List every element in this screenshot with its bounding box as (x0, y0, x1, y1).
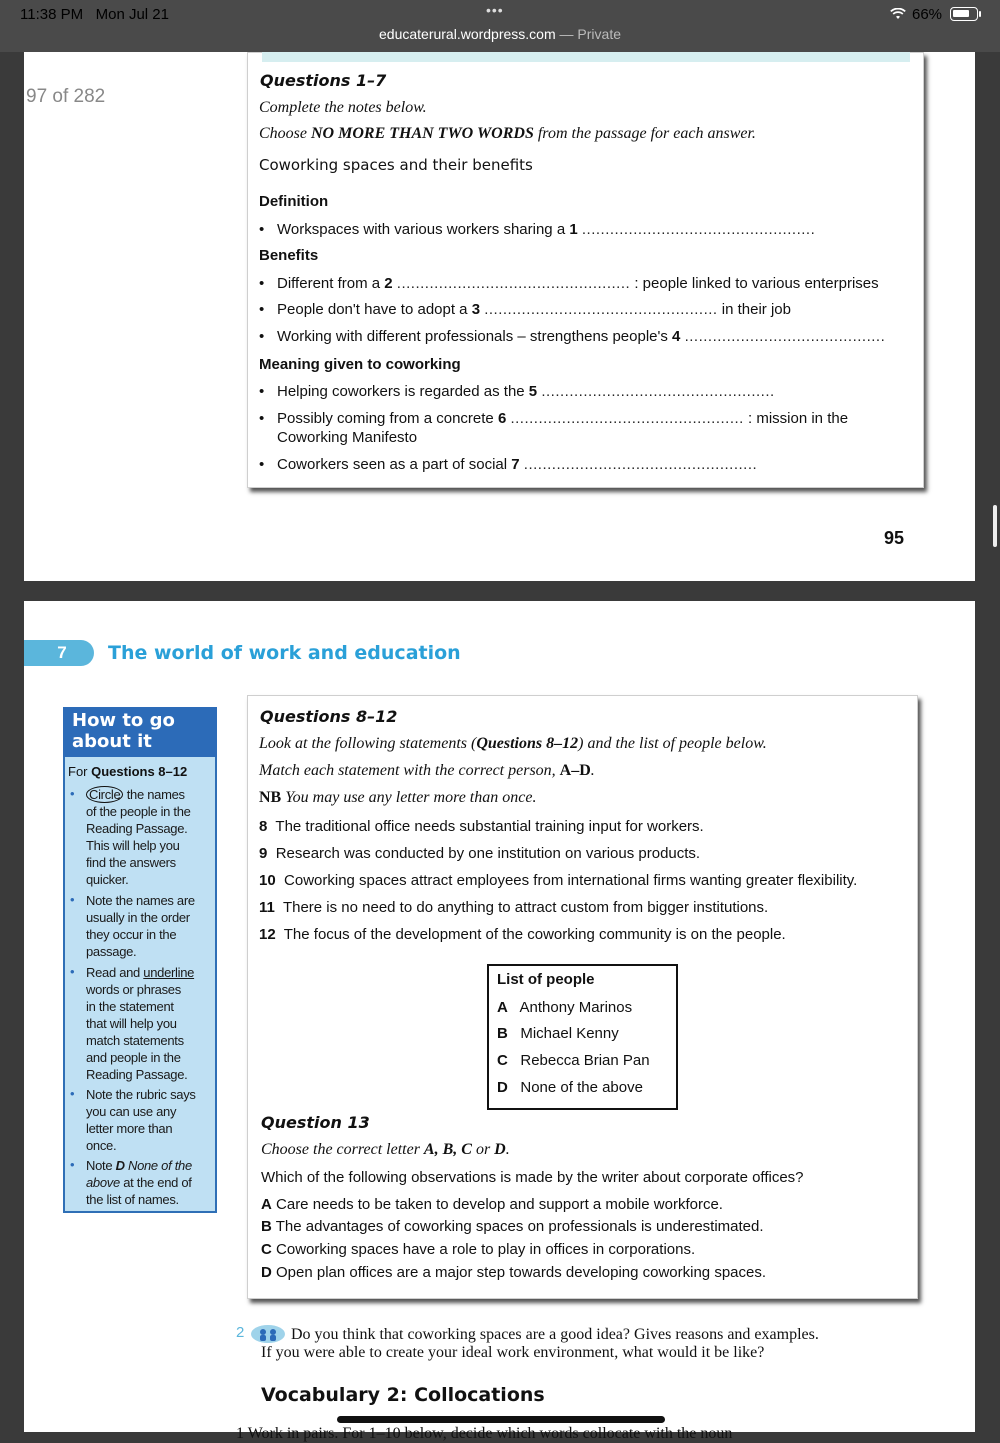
exercise-number: 2 (236, 1324, 245, 1341)
more-icon[interactable]: ••• (486, 2, 504, 18)
exercise-line: 1 Work in pairs. For 1–10 below, decide which words collocate with the noun (236, 1425, 733, 1442)
wifi-icon (890, 8, 906, 20)
instruction: Choose NO MORE THAN TWO WORDS from the passage for each answer. (259, 125, 756, 142)
questions-1-7-heading: Questions 1–7 (260, 71, 387, 90)
question-13-text: Which of the following observations is made by the writer about corporate offices? (261, 1169, 804, 1186)
scrollbar[interactable] (993, 505, 997, 547)
note-item-continued: Coworking Manifesto (277, 429, 418, 446)
person-item: B Michael Kenny (497, 1025, 619, 1042)
instruction: NB You may use any letter more than once. (259, 789, 537, 806)
section-title: Vocabulary 2: Collocations (261, 1384, 545, 1406)
status-time: 11:38 PM Mon Jul 21 (20, 6, 169, 23)
statement: 10 Coworking spaces attract employees from international firms wanting greater flexibility. (259, 872, 858, 889)
instruction: Complete the notes below. (259, 99, 427, 116)
tip-4: Note the rubric says you can use any letter more than once. (86, 1087, 196, 1153)
tip-1: Circle the names of the people in the Reading Passage. This will help you find the answers quicker. (86, 787, 191, 887)
chapter-number-tab: 7 (24, 640, 94, 666)
note-item: • Workspaces with various workers sharing a 1 .................................................. (277, 221, 815, 238)
home-indicator[interactable] (337, 1416, 665, 1423)
statement: 12 The focus of the development of the coworking community is on the people. (259, 926, 786, 943)
note-item: • Different from a 2 .................................................. : people linked to various enterprises (277, 275, 879, 292)
list-of-people-title: List of people (497, 971, 595, 988)
person-item: A Anthony Marinos (497, 999, 633, 1016)
question-13-heading: Question 13 (261, 1113, 370, 1132)
section-heading: Benefits (259, 247, 319, 264)
tip-3: Read and underline words or phrases in the statement that will help you match statements and people in the Reading Passage. (86, 965, 195, 1082)
person-item: D None of the above (497, 1079, 643, 1096)
notes-title: Coworking spaces and their benefits (259, 156, 533, 174)
note-item: • People don't have to adopt a 3 .................................................. in their job (277, 301, 791, 318)
answer-option: A Care needs to be taken to develop and support a mobile workforce. (261, 1196, 723, 1213)
note-item: • Coworkers seen as a part of social 7 .................................................. (277, 456, 757, 473)
how-to-heading: How to go about it (63, 707, 217, 757)
battery-icon (950, 7, 978, 21)
discussion-question: If you were able to create your ideal work environment, what would it be like? (261, 1344, 765, 1361)
statement: 9 Research was conducted by one institution on various products. (259, 845, 701, 862)
statement: 11 There is no need to do anything to attract custom from bigger institutions. (259, 899, 769, 916)
section-heading: Meaning given to coworking (259, 356, 461, 373)
url-bar[interactable]: educaterural.wordpress.com — Private (379, 26, 621, 42)
questions-8-12-heading: Questions 8–12 (260, 707, 398, 726)
battery-percent: 66% (912, 6, 943, 23)
answer-option: C Coworking spaces have a role to play in offices in corporations. (261, 1241, 696, 1258)
section-heading: Definition (259, 193, 329, 210)
tip-2: Note the names are usually in the order they occur in the passage. (86, 893, 195, 959)
instruction: Look at the following statements (Questions 8–12) and the list of people below. (259, 735, 767, 752)
discussion-question: Do you think that coworking spaces are a good idea? Gives reasons and examples. (291, 1326, 819, 1343)
page-number: 95 (884, 528, 905, 548)
instruction: Match each statement with the correct person, A–D. (259, 762, 595, 779)
tip-5: Note D None of the above at the end of the list of names. (86, 1158, 192, 1207)
chapter-title: The world of work and education (108, 642, 461, 664)
note-item: • Working with different professionals – strengthens people's 4 ........................................... (277, 328, 885, 345)
page-counter: 97 of 282 (26, 86, 106, 107)
answer-option: B The advantages of coworking spaces on professionals is underestimated. (261, 1218, 764, 1235)
instruction: Choose the correct letter A, B, C or D. (261, 1141, 510, 1158)
pair-discussion-icon (250, 1324, 286, 1344)
note-item: • Possibly coming from a concrete 6 .................................................. : mission in the (277, 410, 848, 427)
answer-option: D Open plan offices are a major step towards developing coworking spaces. (261, 1264, 767, 1281)
note-item: • Helping coworkers is regarded as the 5 .................................................. (277, 383, 775, 400)
statement: 8 The traditional office needs substantial training input for workers. (259, 818, 704, 835)
how-to-for: For Questions 8–12 (68, 764, 188, 779)
person-item: C Rebecca Brian Pan (497, 1052, 650, 1069)
